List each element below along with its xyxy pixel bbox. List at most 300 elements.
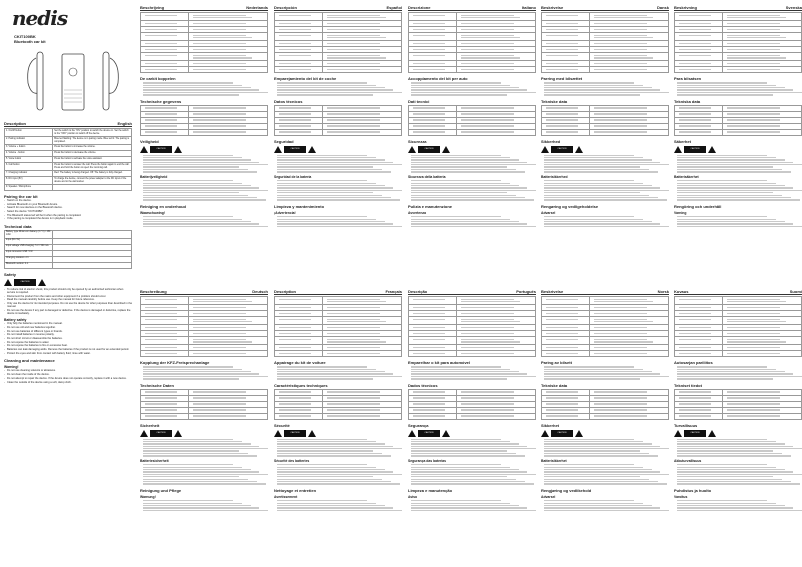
part-name: 4. Volume - button (5, 151, 53, 157)
part-function (723, 33, 802, 41)
table-row (141, 33, 268, 41)
text-line (277, 226, 402, 227)
text-line (143, 187, 259, 188)
text-line (544, 467, 643, 468)
safety-heading: Sicherheit (140, 422, 160, 428)
text-line (677, 223, 793, 224)
part-name: 8. DC input (5V) (5, 177, 53, 185)
safety-heading: Veiligheid (140, 138, 159, 144)
warning-heading: Avertissement (274, 494, 298, 499)
product-name: Bluetooth car kit (14, 39, 46, 44)
language-column (274, 0, 402, 512)
text-line (677, 448, 802, 449)
spec-name (675, 413, 723, 419)
text-line (411, 507, 527, 508)
part-function (723, 67, 802, 73)
text-line (279, 43, 311, 44)
text-line (279, 353, 311, 354)
part-name (542, 297, 590, 305)
part-name (275, 33, 323, 41)
spec-value (323, 413, 402, 419)
warning-triangle-icon (308, 430, 316, 437)
text-line (411, 171, 525, 172)
text-line (544, 197, 658, 198)
text-line (411, 366, 501, 367)
text-line (143, 483, 266, 484)
text-line (277, 195, 382, 196)
text-line (277, 185, 385, 186)
text-line (145, 125, 177, 126)
text-line (546, 69, 578, 70)
text-line (546, 339, 578, 340)
text-line (143, 89, 259, 90)
language-column (674, 0, 802, 512)
text-line (411, 226, 536, 227)
spec-value (323, 129, 402, 135)
text-line (461, 29, 514, 30)
text-line (727, 131, 780, 132)
table-row (675, 297, 802, 305)
text-line (277, 507, 393, 508)
table-row (542, 413, 669, 419)
warning-triangle-icon (140, 430, 148, 437)
text-line (327, 15, 380, 16)
text-line (327, 299, 380, 300)
text-line (544, 469, 652, 470)
text-line (594, 43, 647, 44)
text-line (413, 119, 445, 120)
text-line (679, 35, 711, 36)
text-line (193, 353, 246, 354)
text-line (327, 37, 385, 38)
text-line (677, 164, 802, 165)
list-item: - Do not use old and new batteries together. (4, 326, 132, 329)
text-line (143, 471, 259, 472)
cleaning-heading: Rengøring og vedligeholdelse (541, 203, 599, 209)
text-line (546, 403, 578, 404)
text-line (145, 119, 177, 120)
text-line (727, 313, 780, 314)
part-name (542, 317, 590, 325)
warning-heading: Advarsel (541, 210, 556, 215)
table-row (675, 129, 802, 135)
description-title: Beskrivelse (541, 289, 564, 294)
text-line (327, 55, 380, 56)
text-line (594, 403, 647, 404)
text-line (277, 192, 373, 193)
text-line (413, 313, 445, 314)
text-line (143, 87, 251, 88)
bullet-list (4, 288, 132, 316)
part-function (323, 67, 402, 73)
part-function (189, 67, 268, 73)
text-line (145, 397, 177, 398)
text-line (544, 155, 634, 156)
text-line (727, 321, 785, 322)
text-line (413, 353, 445, 354)
caution-symbols (674, 430, 802, 437)
part-name (409, 317, 457, 325)
warning-triangle-icon (174, 430, 182, 437)
text-line (411, 481, 525, 482)
warning-triangle-icon (575, 146, 583, 153)
text-line (193, 403, 246, 404)
technical-data-table (541, 105, 669, 136)
text-line (411, 197, 525, 198)
list-item: - Activate Bluetooth on your Bluetooth device. (4, 203, 132, 206)
text-line (193, 409, 246, 410)
description-title: Descrição (408, 289, 428, 294)
spec-name (275, 413, 323, 419)
section-header (541, 5, 669, 11)
part-name (141, 13, 189, 21)
text-line (327, 113, 380, 114)
description-table (674, 12, 802, 73)
text-line (727, 339, 780, 340)
part-function (323, 337, 402, 345)
text-line (727, 17, 785, 18)
part-function (323, 351, 402, 357)
part-function (590, 13, 669, 21)
text-line (677, 195, 782, 196)
caution-label: CAUTION (284, 430, 306, 437)
text-line (193, 43, 246, 44)
part-function (323, 317, 402, 325)
part-name (409, 53, 457, 61)
table-row (675, 413, 802, 419)
text-line (461, 339, 514, 340)
table-row (542, 13, 669, 21)
text-line (145, 35, 177, 36)
part-name (542, 337, 590, 345)
text-line (327, 403, 380, 404)
text-line (411, 92, 536, 93)
text-line (411, 455, 525, 456)
text-line (677, 219, 776, 220)
text-line (544, 157, 643, 158)
text-line (679, 63, 711, 64)
table-row (141, 13, 268, 21)
text-line (677, 199, 800, 200)
spec-name: Input voltage USB charging: 5 V / 500 mA (5, 244, 53, 250)
table-row (409, 67, 536, 73)
text-line (143, 171, 257, 172)
text-line (279, 119, 311, 120)
text-line (193, 131, 246, 132)
language-label: Svenska (785, 5, 802, 10)
text-line (679, 69, 711, 70)
text-line (679, 119, 711, 120)
list-item: - Batteries can leak damaging acids. Remove the batteries if the product is not used for an extended period. (4, 348, 132, 351)
table-row (141, 337, 268, 345)
text-line (143, 439, 233, 440)
pairing-heading: Parring med bilsættet (541, 76, 583, 82)
part-function (189, 33, 268, 41)
text-line (544, 82, 634, 83)
section-header (674, 289, 802, 295)
table-row (542, 337, 669, 345)
english-column (4, 0, 132, 384)
section-header (408, 5, 536, 11)
text-line (544, 195, 649, 196)
text-line (277, 443, 385, 444)
text-line (546, 313, 578, 314)
text-line (277, 171, 391, 172)
part-name: 9. Speaker / Microphone (5, 185, 53, 191)
text-line (544, 94, 640, 95)
text-line (413, 107, 445, 108)
spec-name (409, 413, 457, 419)
warning-heading: Advarsel (541, 494, 556, 499)
text-line (594, 131, 647, 132)
text-line (413, 63, 445, 64)
part-function (323, 53, 402, 61)
text-line (461, 409, 514, 410)
text-line (277, 162, 393, 163)
text-line (544, 450, 640, 451)
part-name (542, 67, 590, 73)
table-row (141, 317, 268, 325)
text-line (594, 29, 647, 30)
part-name: 6. Call button (5, 163, 53, 171)
text-line (277, 371, 385, 372)
text-line (544, 371, 652, 372)
warning-triangle-icon (708, 146, 716, 153)
pairing-heading: Para bilsatsen (674, 76, 702, 82)
safety-heading: Seguridad (274, 138, 294, 144)
text-line (411, 371, 519, 372)
caution-symbols (4, 279, 132, 286)
text-line (411, 467, 510, 468)
text-line (677, 441, 776, 442)
text-line (594, 35, 647, 36)
text-line (727, 35, 780, 36)
text-line (279, 69, 311, 70)
text-line (277, 481, 391, 482)
warning-triangle-icon (408, 430, 416, 437)
part-function (590, 297, 669, 305)
text-line (544, 366, 634, 367)
section-header (541, 289, 669, 295)
text-line (727, 307, 780, 308)
text-line (677, 157, 776, 158)
text-line (727, 333, 780, 334)
list-item: - Do not use cleaning solvents or abrasives. (4, 369, 132, 372)
text-line (411, 82, 501, 83)
text-line (679, 29, 711, 30)
table-row (675, 337, 802, 345)
text-line (461, 55, 514, 56)
text-line (544, 479, 649, 480)
list-item: - Only fully the batteries mentioned in the manual. (4, 322, 132, 325)
part-name (141, 67, 189, 73)
caution-label: CAUTION (284, 146, 306, 153)
warning-triangle-icon (4, 279, 12, 286)
spec-name: Charging duration: 2 h (5, 256, 53, 262)
language-label: Español (386, 5, 402, 10)
text-line (546, 29, 578, 30)
caution-symbols (274, 146, 402, 153)
text-line (727, 409, 780, 410)
text-line (413, 415, 445, 416)
table-row (409, 33, 536, 41)
cleaning-heading: Cleaning and maintenance (4, 357, 55, 363)
table-row (675, 351, 802, 357)
text-line (411, 446, 527, 447)
text-line (544, 503, 643, 504)
text-line (411, 505, 519, 506)
warning-heading: Avvertenza (408, 210, 426, 215)
text-line (461, 299, 514, 300)
text-line (677, 85, 776, 86)
spec-value (189, 413, 268, 419)
text-line (677, 439, 767, 440)
text-line (411, 164, 536, 165)
text-line (594, 327, 647, 328)
text-line (277, 366, 367, 367)
text-line (277, 471, 393, 472)
safety-heading: Sikkerhed (541, 138, 561, 144)
text-line (413, 299, 445, 300)
text-line (544, 162, 660, 163)
text-line (145, 319, 177, 320)
battery-safety-heading: Akkuturvallisuus (674, 458, 702, 463)
technical-data-heading: Dados técnicos (408, 382, 438, 388)
part-function (189, 13, 268, 21)
bullet-list (4, 369, 132, 383)
text-line (193, 301, 251, 302)
text-line (279, 131, 311, 132)
description-title: Kuvaus (674, 289, 689, 294)
table-row (542, 67, 669, 73)
text-line (594, 339, 647, 340)
text-line (594, 107, 647, 108)
text-line (143, 505, 251, 506)
text-line (277, 94, 373, 95)
technical-data-heading: Technische Daten (140, 382, 174, 388)
text-line (279, 299, 311, 300)
text-line (279, 29, 311, 30)
text-line (461, 119, 514, 120)
text-line (544, 471, 660, 472)
text-line (143, 226, 268, 227)
text-line (544, 164, 669, 165)
text-line (727, 69, 780, 70)
text-line (411, 474, 536, 475)
text-line (594, 299, 647, 300)
text-line (679, 299, 711, 300)
part-function (189, 337, 268, 345)
table-row (409, 297, 536, 305)
text-line (145, 63, 177, 64)
part-name: 3. Volume + button (5, 145, 53, 151)
cleaning-heading: Limpeza e manutenção (408, 487, 453, 493)
text-line (594, 391, 647, 392)
description-title: Beschrijving (140, 5, 165, 10)
text-line (544, 199, 667, 200)
table-row (5, 137, 132, 145)
text-line (544, 455, 658, 456)
technical-data-heading: Datos técnicos (274, 98, 303, 104)
text-line (413, 35, 445, 36)
technical-data-heading: Caractéristiques techniques (274, 382, 328, 388)
nedis-logo: nedis (12, 6, 68, 30)
text-line (461, 49, 514, 50)
text-line (546, 415, 578, 416)
text-line (411, 157, 510, 158)
text-line (143, 185, 251, 186)
text-line (411, 87, 519, 88)
text-line (546, 119, 578, 120)
warning-triangle-icon (140, 146, 148, 153)
text-line (411, 199, 534, 200)
warning-triangle-icon (408, 146, 416, 153)
text-line (594, 347, 647, 348)
text-line (193, 17, 251, 18)
text-line (727, 353, 780, 354)
text-line (544, 510, 669, 511)
text-line (677, 481, 791, 482)
table-row (675, 53, 802, 61)
text-line (277, 479, 382, 480)
list-item: - Switch on the device. (4, 199, 132, 202)
battery-safety-heading: Batterisikkerhet (541, 458, 567, 463)
text-line (411, 155, 501, 156)
text-line (143, 369, 242, 370)
text-line (145, 353, 177, 354)
text-line (277, 89, 393, 90)
text-line (677, 503, 776, 504)
caution-label: CAUTION (418, 146, 440, 153)
language-label: Nederlands (246, 5, 268, 10)
text-line (546, 131, 578, 132)
part-function (457, 13, 536, 21)
english-section (4, 121, 132, 384)
text-line (143, 507, 259, 508)
text-line (143, 219, 242, 220)
text-line (413, 125, 445, 126)
table-row (675, 33, 802, 41)
caution-symbols (274, 430, 402, 437)
text-line (279, 15, 311, 16)
text-line (411, 187, 527, 188)
text-line (461, 107, 514, 108)
warning-heading: ¡Advertencia! (274, 210, 296, 215)
text-line (594, 353, 647, 354)
language-column (140, 0, 268, 512)
text-line (193, 327, 246, 328)
text-line (411, 85, 510, 86)
text-line (279, 125, 311, 126)
cleaning-heading: Limpieza y mantenimiento (274, 203, 325, 209)
text-line (411, 448, 536, 449)
text-line (277, 82, 367, 83)
text-line (727, 327, 780, 328)
text-line (677, 185, 785, 186)
text-line (193, 113, 246, 114)
description-table (140, 296, 268, 357)
table-row (675, 13, 802, 21)
text-line (544, 373, 660, 374)
text-line (544, 481, 658, 482)
spec-name (542, 413, 590, 419)
text-line (277, 469, 385, 470)
text-line (546, 55, 578, 56)
text-line (143, 183, 242, 184)
part-name (141, 317, 189, 325)
pairing-heading: Pairing the car kit (4, 194, 38, 199)
part-name (542, 53, 590, 61)
